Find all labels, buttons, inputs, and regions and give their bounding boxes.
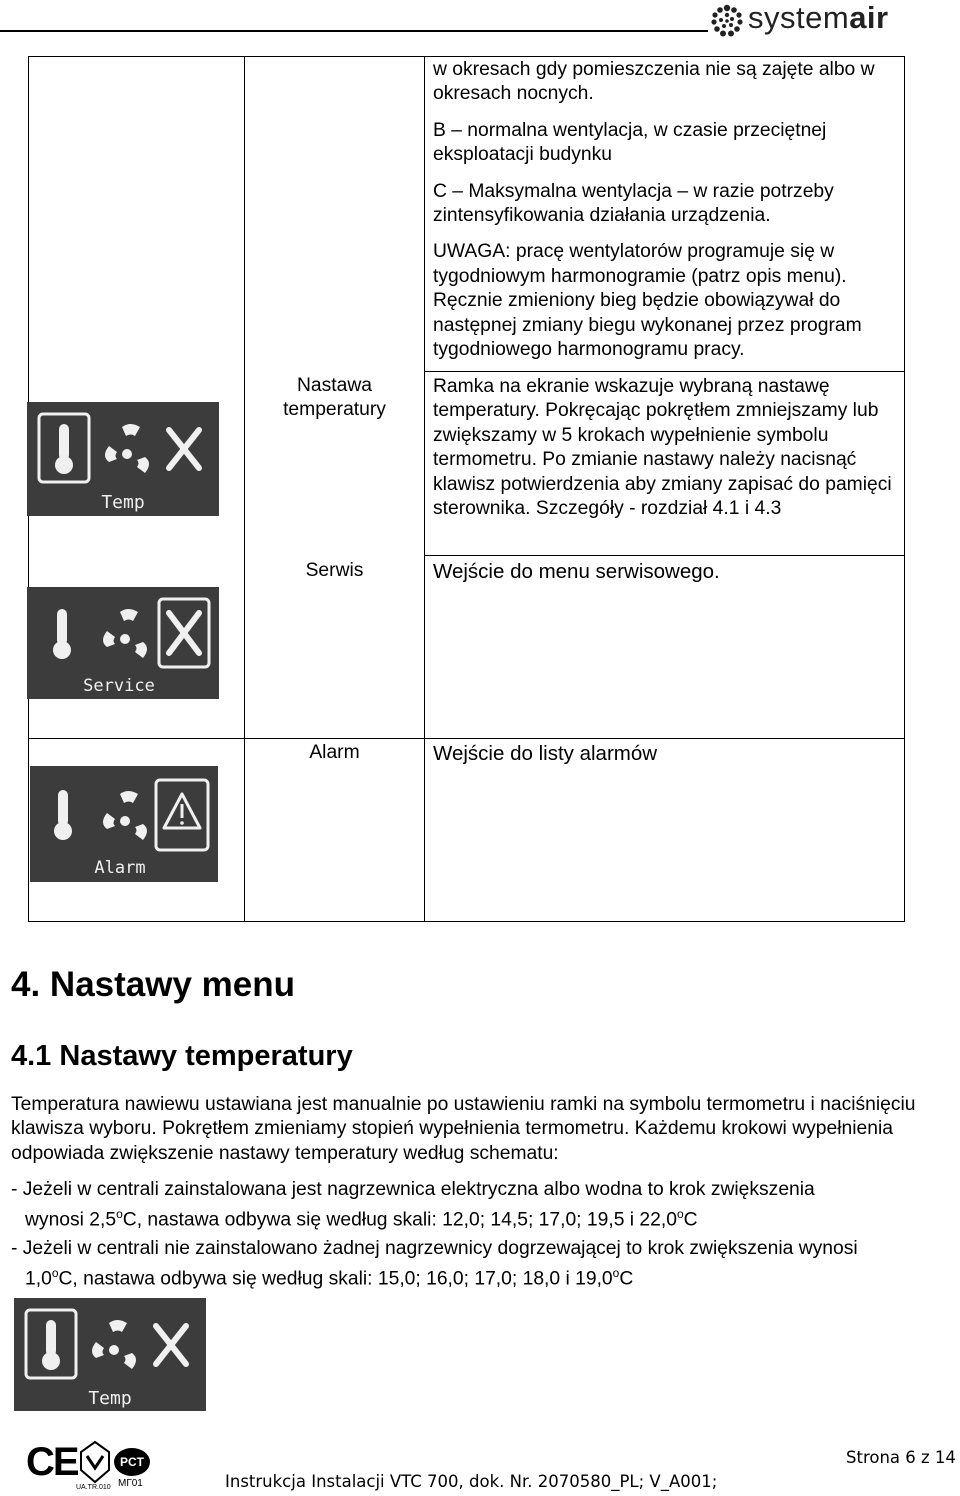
- ce-mark: CE: [26, 1440, 78, 1484]
- table-divider-1: [244, 56, 245, 922]
- row-divider-1: [424, 371, 905, 372]
- mg-mark: МГ01: [118, 1478, 143, 1489]
- cert-mark-icon: [78, 1440, 112, 1490]
- row-divider-2: [424, 555, 905, 556]
- brand-logo-text: systemair: [748, 0, 889, 35]
- text-paragraph: B – normalna wentylacja, w czasie przeciętnej eksploatacji budynku: [433, 119, 827, 166]
- cert-number: UA.TR.010: [76, 1484, 111, 1491]
- row-divider-3: [28, 738, 905, 739]
- service-screen-image: [27, 587, 219, 699]
- alarm-screen-image: [30, 766, 218, 882]
- row1-description: Ramka na ekranie wskazuje wybraną nastawę temperatury. Pokręcając pokrętłem zmniejszamy lub zwiększamy w 5 krokach wypełnienie symbolu termometru. Po zmianie nastawy należy nacisnąć klawisz potwierdzenia aby zmiany zapisać do pamięci sterownika. Szczegóły - rozdział 4.1 i 4.3: [433, 376, 892, 520]
- temp-screen-image-2: [14, 1298, 206, 1411]
- intro-paragraph: Temperatura nawiewu ustawiana jest manualnie po ustawieniu ramki na symbolu termometru i naciśnięciu klawisza wyboru. Pokrętłem zmieniamy stopień wypełnienia termometru. Każdemu krokowi wypełnienia odpowiada zwiększenie nastawy temperatury według schematu:: [11, 1094, 916, 1164]
- subsection-heading: 4.1 Nastawy temperatury: [11, 1040, 353, 1072]
- bullet-no-heater: - Jeżeli w centrali nie zainstalowano żadnej nagrzewnicy dogrzewającej to krok zwiększenia wynosi 1,0$^o$C, nastawa odbywa się według skali: 15,0; 16,0; 17,0; 18,0 i 19,0$^o$C: [11, 1238, 858, 1290]
- screen-label-temp-2: Temp: [88, 1388, 132, 1409]
- text-paragraph: UWAGA: pracę wentylatorów programuje się w tygodniowym harmonogramie (patrz opis menu). Ręcznie zmieniony bieg będzie obowiązywał do następnej zmiany biegu wykonanej przez program tygodniowego harmonogramu pracy.: [433, 241, 862, 361]
- temp-screen-image: [27, 402, 219, 516]
- screen-label-alarm: Alarm: [94, 858, 146, 878]
- section-heading: 4. Nastawy menu: [11, 965, 295, 1004]
- bullet-electric-heater: - Jeżeli w centrali zainstalowana jest nagrzewnica elektryczna albo wodna to krok zwiększenia wynosi 2,5$^o$C, nastawa odbywa się według skali: 12,0; 14,5; 17,0; 19,5 i 22,0$^o$C: [11, 1179, 815, 1231]
- row0-description: [433, 58, 895, 362]
- systemair-logo-icon: [710, 4, 744, 38]
- header-rule: [0, 30, 708, 32]
- label-serwis: Serwis: [305, 560, 364, 581]
- label-alarm: Alarm: [309, 742, 360, 763]
- row2-description: Wejście do menu serwisowego.: [433, 560, 720, 583]
- document-reference: Instrukcja Instalacji VTC 700, dok. Nr. 2070580_PL; V_A001;: [225, 1472, 718, 1491]
- screen-label-temp: Temp: [101, 492, 145, 513]
- screen-label-service: Service: [83, 676, 155, 696]
- table-divider-2: [424, 56, 425, 922]
- page-number: Strona 6 z 14: [846, 1448, 956, 1467]
- pct-mark: PCT: [114, 1448, 150, 1476]
- text-paragraph: w okresach gdy pomieszczenia nie są zajęte albo w okresach nocnych.: [433, 59, 875, 105]
- text-paragraph: C – Maksymalna wentylacja – w razie potrzeby zintensyfikowania działania urządzenia.: [433, 180, 834, 227]
- row3-description: Wejście do listy alarmów: [433, 742, 658, 765]
- label-nastawa-temperatury: Nastawa temperatury: [283, 375, 386, 421]
